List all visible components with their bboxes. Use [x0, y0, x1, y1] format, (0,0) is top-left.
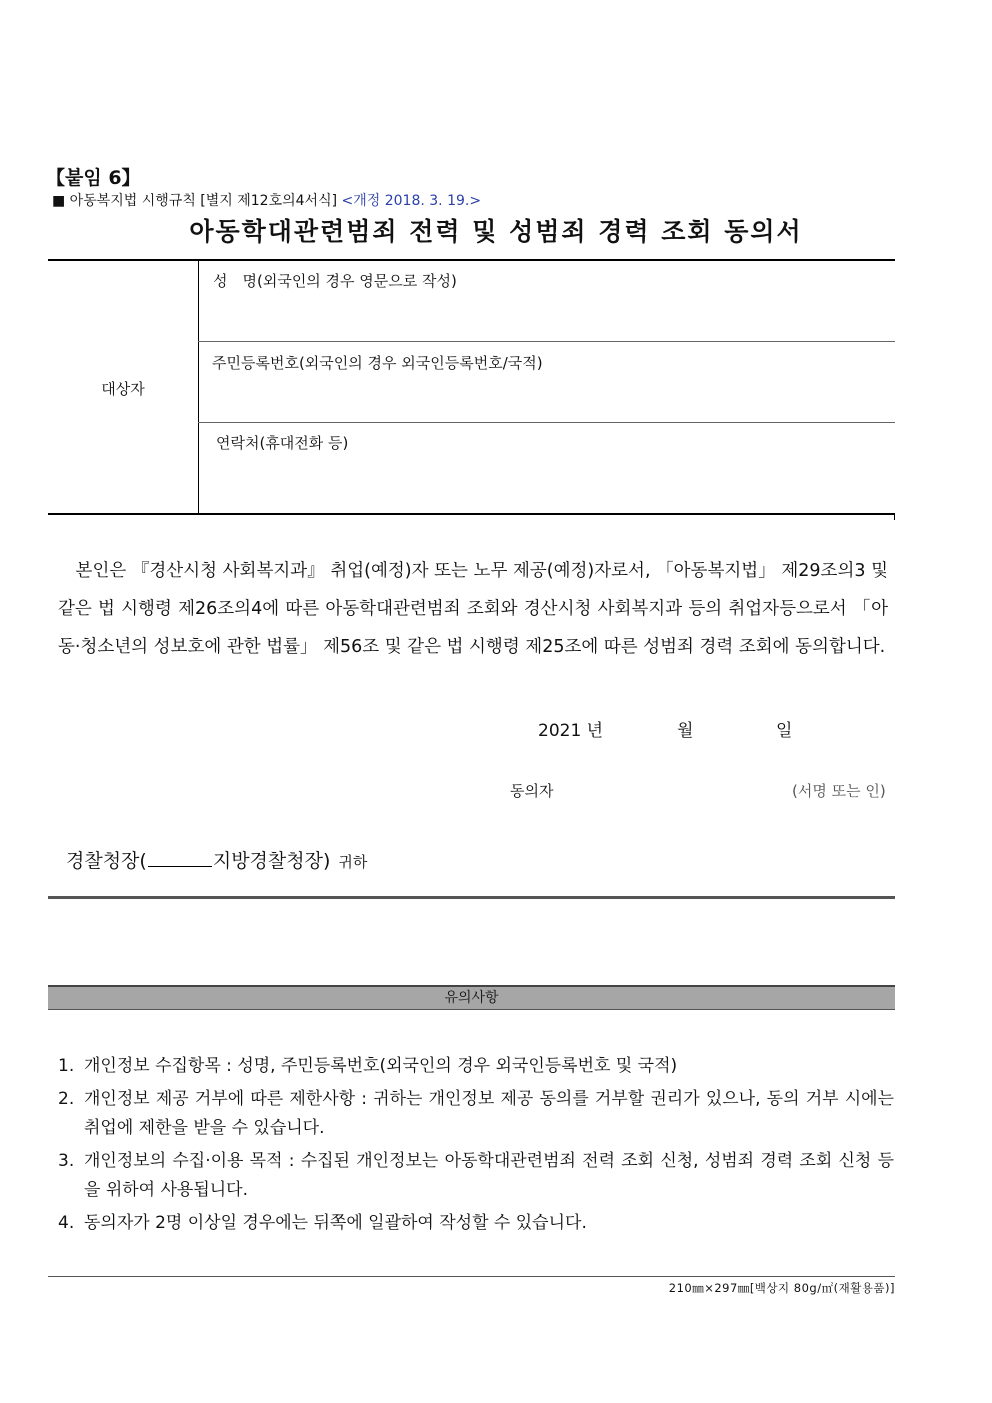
- list-item: [58, 1085, 894, 1143]
- attachment-label: 【붙임 6】: [46, 167, 141, 189]
- name-field-label: 성 명(외국인의 경우 영문으로 작성): [213, 272, 457, 290]
- form-title: 아동학대관련범죄 전력 및 성범죄 경력 조회 동의서: [189, 217, 803, 246]
- list-item-text: 개인정보 제공 거부에 따른 제한사항 : 귀하는 개인정보 제공 동의를 거부할 권리가 있으나, 동의 거부 시에는 취업에 제한을 받을 수 있습니다.: [84, 1089, 894, 1138]
- consent-statement: 본인은 『경산시청 사회복지과』 취업(예정)자 또는 노무 제공(예정)자로서, 「아동복지법」 제29조의3 및 같은 법 시행령 제26조의4에 따른 아동학대관련범죄 조회와 경산시청 사회복지과 등의 취업자등으로서 「아동·청소년의 성보호에 관한 법률」 제56조 및 같은 법 시행령 제25조에 따른 성범죄 경력 조회에 동의합니다.: [58, 561, 888, 657]
- id-number-field[interactable]: [200, 378, 890, 418]
- list-item-number: 4.: [58, 1213, 75, 1233]
- date-year: 2021 년: [538, 721, 604, 741]
- notice-list: [58, 1052, 894, 1242]
- table-corner-tick: [894, 513, 895, 520]
- signature-note: (서명 또는 인): [792, 782, 886, 800]
- table-top-border: [48, 259, 895, 261]
- list-item-number: 2.: [58, 1089, 75, 1109]
- signer-label: 동의자: [510, 782, 554, 800]
- contact-field-label: 연락처(휴대전화 등): [216, 434, 349, 452]
- rule-reference: [52, 190, 481, 210]
- revision-date: <개정 2018. 3. 19.>: [341, 193, 482, 209]
- paper-spec: 210㎜×297㎜[백상지 80g/㎡(재활용품)]: [668, 1281, 895, 1295]
- subject-group-label: 대상자: [101, 380, 145, 398]
- contact-field[interactable]: [200, 458, 890, 508]
- name-field[interactable]: [200, 296, 890, 336]
- addressee-prefix: 경찰청장(: [66, 850, 147, 872]
- addressee: [66, 846, 367, 873]
- addressee-honorific: 귀하: [338, 853, 368, 871]
- row-separator: [198, 422, 895, 423]
- footer-rule: [48, 1276, 895, 1277]
- addressee-blank[interactable]: [148, 852, 212, 867]
- notice-heading: 유의사항: [48, 985, 895, 1010]
- list-item: [58, 1147, 894, 1205]
- table-divider: [198, 260, 199, 514]
- list-item-text: 개인정보의 수집·이용 목적 : 수집된 개인정보는 아동학대관련범죄 전력 조회 신청, 성범죄 경력 조회 신청 등을 위하여 사용됩니다.: [84, 1151, 894, 1200]
- signature-field[interactable]: [570, 774, 780, 804]
- list-item: [58, 1052, 894, 1081]
- list-item: [58, 1209, 894, 1238]
- list-item-text: 개인정보 수집항목 : 성명, 주민등록번호(외국인의 경우 외국인등록번호 및 국적): [84, 1056, 678, 1076]
- addressee-suffix: 지방경찰청장): [212, 850, 331, 872]
- row-separator: [198, 341, 895, 342]
- id-number-field-label: 주민등록번호(외국인의 경우 외국인등록번호/국적): [212, 354, 543, 372]
- list-item-text: 동의자가 2명 이상일 경우에는 뒤쪽에 일괄하여 작성할 수 있습니다.: [84, 1213, 587, 1233]
- list-item-number: 3.: [58, 1151, 75, 1171]
- section-divider: [48, 896, 895, 899]
- table-bottom-border: [48, 513, 895, 515]
- rule-reference-text: ■ 아동복지법 시행규칙 [별지 제12호의4서식]: [52, 193, 338, 209]
- date-month: 월: [677, 721, 694, 741]
- date-day: 일: [776, 721, 793, 741]
- list-item-number: 1.: [58, 1056, 75, 1076]
